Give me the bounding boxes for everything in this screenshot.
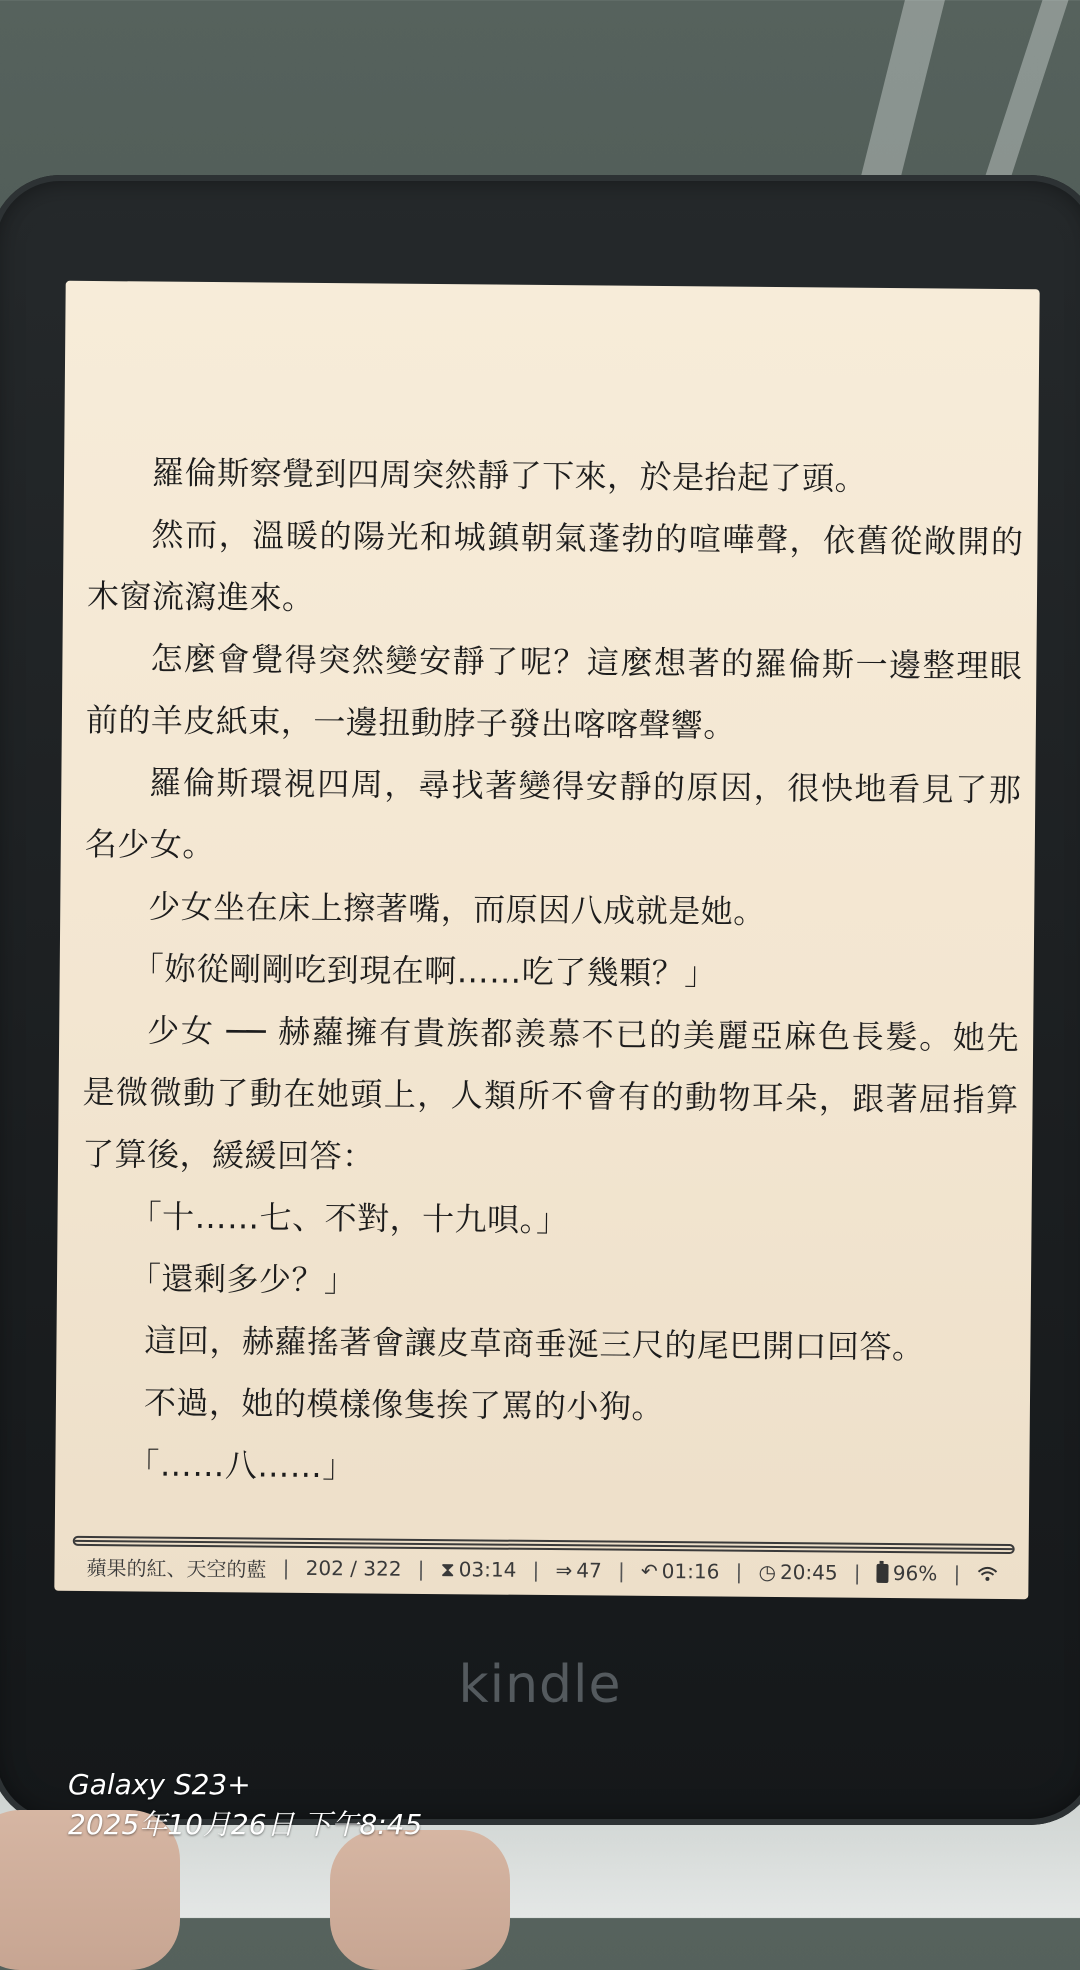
divider: | bbox=[735, 1559, 743, 1584]
pages-left bbox=[555, 1558, 601, 1582]
chapter-time-value: 01:16 bbox=[661, 1559, 720, 1584]
clock-value: 20:45 bbox=[779, 1560, 838, 1585]
divider: | bbox=[532, 1557, 540, 1582]
photo-datetime: 2025年10月26日 下午8:45 bbox=[68, 1808, 423, 1841]
paragraph: 不過，她的模樣像隻挨了罵的小狗。 bbox=[143, 1383, 665, 1427]
camera-model: Galaxy S23+ bbox=[68, 1768, 251, 1801]
battery bbox=[877, 1561, 938, 1586]
paragraph: 這回，赫蘿搖著會讓皮草商垂涎三尺的尾巴開口回答。 bbox=[144, 1321, 925, 1367]
holding-finger bbox=[330, 1830, 510, 1970]
undo-arrow-icon: ↶ bbox=[640, 1558, 658, 1583]
book-text bbox=[79, 441, 1024, 1503]
divider: | bbox=[953, 1561, 961, 1586]
clock-icon: ◷ bbox=[758, 1559, 777, 1585]
paragraph: 「……八……」 bbox=[127, 1445, 356, 1486]
clock bbox=[758, 1560, 837, 1585]
kindle-logo: kindle bbox=[458, 1655, 622, 1715]
reader-status-bar[interactable] bbox=[86, 1549, 998, 1591]
e-ink-screen bbox=[54, 281, 1039, 1599]
chapter-time bbox=[641, 1559, 720, 1584]
paragraph: 怎麼會覺得突然變安靜了呢？這麼想著的羅倫斯一邊整理眼前的羊皮紙束，一邊扭動脖子發出喀喀聲響。 bbox=[85, 639, 1023, 745]
background-window-frame bbox=[855, 0, 945, 200]
paragraph: 羅倫斯察覺到四周突然靜了下來，於是抬起了頭。 bbox=[151, 453, 868, 498]
paragraph: 「十……七、不對，十九唄。」 bbox=[129, 1197, 569, 1240]
time-left bbox=[441, 1557, 517, 1582]
photo-watermark bbox=[68, 1765, 422, 1845]
pages-left-value: 47 bbox=[576, 1558, 602, 1583]
paragraph: 羅倫斯環視四周，尋找著變得安靜的原因，很快地看見了那名少女。 bbox=[84, 763, 1022, 865]
divider: | bbox=[417, 1556, 425, 1581]
paragraph: 少女坐在床上擦著嘴，而原因八成就是她。 bbox=[148, 887, 766, 931]
background-window-frame-2 bbox=[978, 0, 1069, 200]
paragraph: 「妳從剛剛吃到現在啊……吃了幾顆？」 bbox=[131, 949, 717, 993]
arrow-right-icon: ⇒ bbox=[555, 1558, 573, 1583]
divider: | bbox=[853, 1560, 861, 1585]
divider: | bbox=[282, 1555, 290, 1580]
battery-value: 96% bbox=[892, 1561, 938, 1586]
wifi-icon bbox=[976, 1565, 998, 1583]
divider: | bbox=[617, 1558, 625, 1583]
paragraph: 然而，溫暖的陽光和城鎮朝氣蓬勃的喧嘩聲，依舊從敞開的木窗流瀉進來。 bbox=[86, 515, 1024, 617]
battery-icon bbox=[877, 1563, 889, 1582]
time-left-value: 03:14 bbox=[458, 1557, 517, 1582]
page-number: 202 / 322 bbox=[305, 1555, 402, 1581]
paragraph: 「還剩多少？」 bbox=[128, 1259, 357, 1300]
book-title: 蘋果的紅、天空的藍 bbox=[86, 1555, 267, 1582]
paragraph: 少女 ── 赫蘿擁有貴族都羨慕不已的美麗亞麻色長髮。她先是微微動了動在她頭上，人類所不會有的動物耳朵，跟著屈指算了算後，緩緩回答： bbox=[81, 1011, 1020, 1176]
hourglass-icon: ⧗ bbox=[440, 1557, 455, 1582]
